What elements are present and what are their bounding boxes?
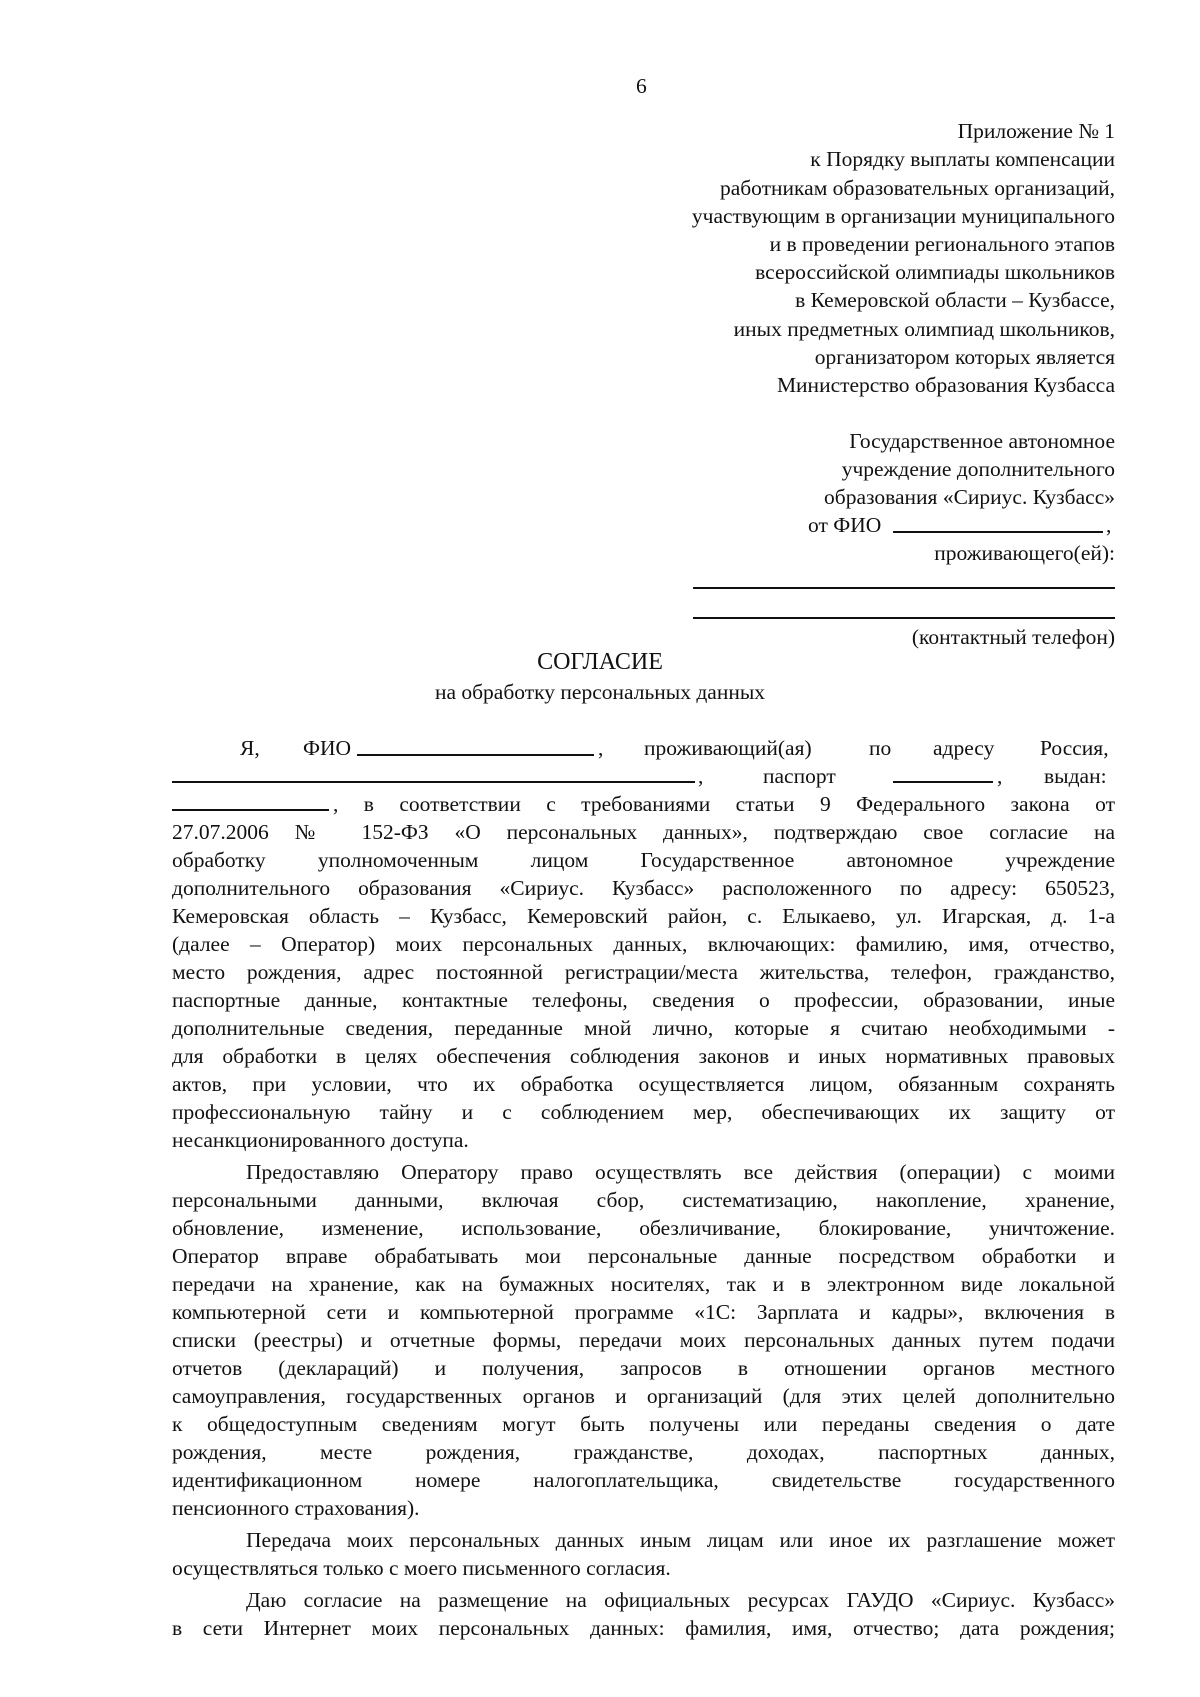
appendix-line: и в проведении регионального этапов xyxy=(769,232,1115,256)
addressee-line: образования «Сириус. Кузбасс» xyxy=(824,485,1115,509)
p3-line: осуществляться только с моего письменного согласия. xyxy=(172,1556,671,1580)
address-blank-line xyxy=(693,587,1115,589)
p2-line: пенсионного страхования). xyxy=(172,1496,420,1520)
appendix-line: организатором которых является xyxy=(814,345,1115,369)
appendix-line: Приложение № 1 xyxy=(957,119,1115,143)
p1-line: место рождения, адрес постоянной регистрации/места жительства, телефон, гражданство, xyxy=(172,960,1115,984)
issued-by-blank-line xyxy=(172,809,329,811)
document-title: СОГЛАСИЕ xyxy=(537,649,663,675)
p4-line: Даю согласие на размещение на официальных ресурсах ГАУДО «Сириус. Кузбасс» xyxy=(246,1588,1115,1612)
address-blank-line xyxy=(693,617,1115,619)
address-blank-line xyxy=(172,781,695,783)
appendix-line: работникам образовательных организаций, xyxy=(719,176,1115,200)
residence-label: проживающего(ей): xyxy=(934,541,1115,565)
p2-line: к общедоступным сведениям могут быть получены или переданы сведения о дате xyxy=(172,1412,1115,1436)
p1-line: обработку уполномоченным лицом Государственное автономное учреждение xyxy=(172,848,1115,872)
appendix-line: участвующим в организации муниципального xyxy=(691,204,1115,228)
p1-line: несанкционированного доступа. xyxy=(172,1128,469,1152)
p1-word: по xyxy=(869,736,892,760)
p1-word: Россия, xyxy=(1040,736,1109,760)
p1-line: 27.07.2006 № 152-ФЗ «О персональных данных», подтверждаю свое согласие на xyxy=(172,820,1115,844)
p1-line: дополнительные сведения, переданные мной лично, которые я считаю необходимыми - xyxy=(172,1016,1115,1040)
appendix-line: Министерство образования Кузбасса xyxy=(776,373,1115,397)
page-number: 6 xyxy=(636,74,647,98)
p2-line: рождения, месте рождения, гражданстве, доходах, паспортных данных, xyxy=(172,1440,1115,1464)
p1-word: выдан: xyxy=(1044,764,1107,788)
p2-line: обновление, изменение, использование, обезличивание, блокирование, уничтожение. xyxy=(172,1216,1115,1240)
from-fio-comma: , xyxy=(1106,513,1112,537)
p1-line: актов, при условии, что их обработка осуществляется лицом, обязанным сохранять xyxy=(172,1072,1115,1096)
p2-line: идентификационном номере налогоплательщика, свидетельстве государственного xyxy=(172,1468,1115,1492)
p2-line: списки (реестры) и отчетные формы, передачи моих персональных данных путем подачи xyxy=(172,1328,1115,1352)
appendix-line: к Порядку выплаты компенсации xyxy=(810,147,1115,171)
p1-word: паспорт xyxy=(763,764,836,788)
p1-line: паспортные данные, контактные телефоны, сведения о профессии, образовании, иные xyxy=(172,988,1115,1012)
appendix-line: иных предметных олимпиад школьников, xyxy=(733,317,1115,341)
p1-line: , в соответствии с требованиями статьи 9 Федерального закона от xyxy=(333,792,1115,816)
p2-line: самоуправления, государственных органов и организаций (для этих целей дополнительно xyxy=(172,1384,1115,1408)
p2-line: отчетов (деклараций) и получения, запросов в отношении органов местного xyxy=(172,1356,1115,1380)
p4-line: в сети Интернет моих персональных данных: фамилия, имя, отчество; дата рождения; xyxy=(172,1616,1115,1640)
addressee-line: Государственное автономное xyxy=(849,429,1115,453)
p1-word: проживающий(ая) xyxy=(644,736,812,760)
appendix-line: в Кемеровской области – Кузбассе, xyxy=(795,288,1115,312)
fio-blank-line xyxy=(357,754,594,756)
p1-line: для обработки в целях обеспечения соблюдения законов и иных нормативных правовых xyxy=(172,1044,1115,1068)
appendix-line: всероссийской олимпиады школьников xyxy=(755,260,1115,284)
p1-word: , xyxy=(598,736,604,760)
p1-line: дополнительного образования «Сириус. Кузбасс» расположенного по адресу: 650523, xyxy=(172,876,1115,900)
p2-line: Предоставляю Оператору право осуществлять все действия (операции) с моими xyxy=(246,1160,1115,1184)
p1-word: , xyxy=(698,764,704,788)
p2-line: персональными данными, включая сбор, систематизацию, накопление, хранение, xyxy=(172,1188,1115,1212)
p1-line: профессиональную тайну и с соблюдением мер, обеспечивающих их защиту от xyxy=(172,1100,1115,1124)
p2-line: передачи на хранение, как на бумажных носителях, так и в электронном виде локальной xyxy=(172,1272,1115,1296)
contact-phone-label: (контактный телефон) xyxy=(911,625,1115,649)
from-fio-label: от ФИО xyxy=(808,513,882,537)
p1-line: (далее – Оператор) моих персональных данных, включающих: фамилию, имя, отчество, xyxy=(172,932,1115,956)
p2-line: Оператор вправе обрабатывать мои персональные данные посредством обработки и xyxy=(172,1244,1115,1268)
p3-line: Передача моих персональных данных иным лицам или иное их разглашение может xyxy=(246,1528,1115,1552)
p1-fio-label: ФИО xyxy=(303,736,352,760)
passport-blank-line xyxy=(893,781,993,783)
p1-word: адресу xyxy=(933,736,995,760)
addressee-line: учреждение дополнительного xyxy=(841,457,1115,481)
fio-blank-line xyxy=(893,531,1103,533)
p1-line: Кемеровская область – Кузбасс, Кемеровский район, с. Елыкаево, ул. Игарская, д. 1-а xyxy=(172,904,1115,928)
p2-line: компьютерной сети и компьютерной программе «1С: Зарплата и кадры», включения в xyxy=(172,1300,1115,1324)
document-subtitle: на обработку персональных данных xyxy=(434,680,766,704)
p1-word: , xyxy=(997,764,1003,788)
p1-word: Я, xyxy=(240,736,260,760)
